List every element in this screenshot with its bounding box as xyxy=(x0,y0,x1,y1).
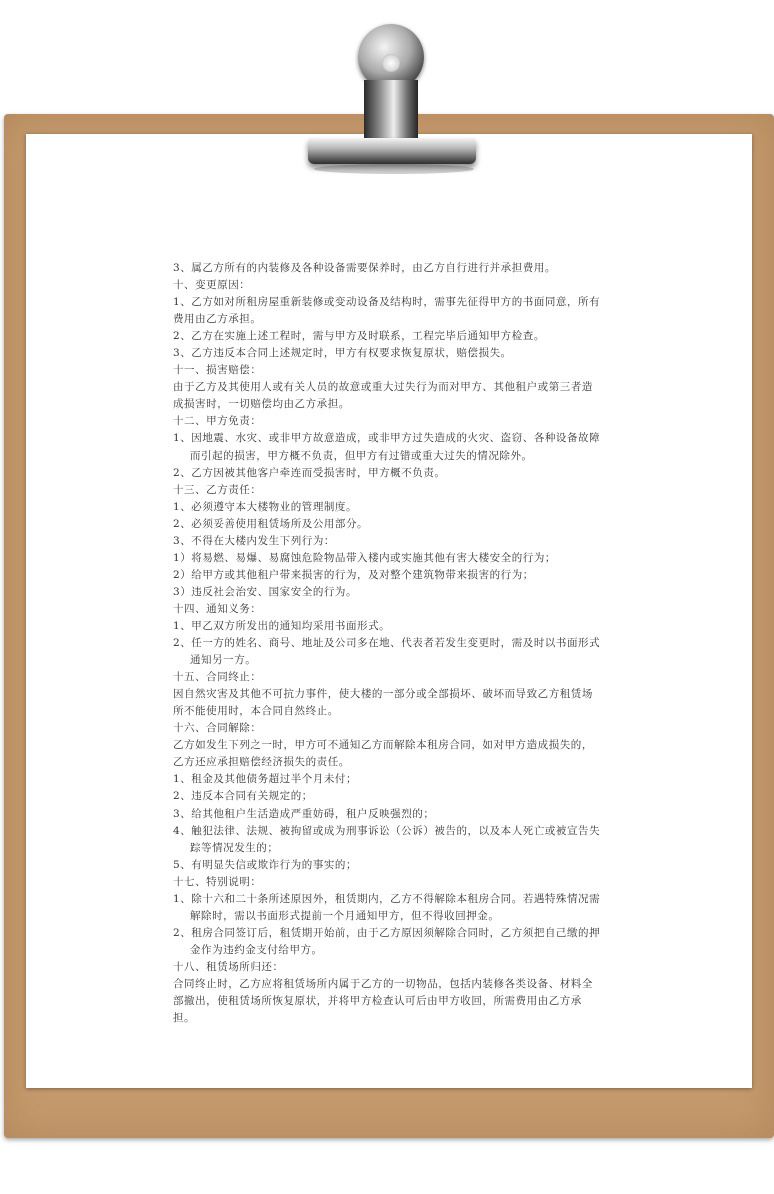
text-line: 1、必须遵守本大楼物业的管理制度。 xyxy=(173,500,358,513)
text-line: 十七、特别说明： xyxy=(173,875,262,888)
contract-text xyxy=(173,260,603,1027)
text-line: 4、触犯法律、法规、被拘留或成为刑事诉讼（公诉）被告的，以及本人死亡或被宣告失踪等情况发生的； xyxy=(173,824,601,854)
text-line: 3、不得在大楼内发生下列行为： xyxy=(173,534,335,547)
text-line: 2、租房合同签订后，租赁期开始前，由于乙方原因须解除合同时，乙方须把自己缴的押金作为违约金支付给甲方。 xyxy=(173,926,601,956)
text-line: 3、属乙方所有的内装修及各种设备需要保养时，由乙方自行进行并承担费用。 xyxy=(173,262,556,274)
clip-shadow xyxy=(314,164,474,174)
text-line: 十六、合同解除： xyxy=(173,722,262,735)
clip-hole xyxy=(382,54,400,72)
text-line: 十二、甲方免责： xyxy=(173,415,262,428)
binder-clip xyxy=(300,24,478,180)
text-line: 2）给甲方或其他租户带来损害的行为，及对整个建筑物带来损害的行为； xyxy=(173,568,534,581)
text-line: 十四、通知义务： xyxy=(173,602,262,615)
text-line: 2、乙方因被其他客户牵连而受损害时，甲方概不负责。 xyxy=(173,466,446,479)
text-line: 由于乙方及其使用人或有关人员的故意或重大过失行为而对甲方、其他租户或第三者造成损害时，一切赔偿均由乙方承担。 xyxy=(173,381,593,411)
text-line: 1、乙方如对所租房屋重新装修或变动设备及结构时，需事先征得甲方的书面同意，所有费用由乙方承担。 xyxy=(173,296,601,326)
text-line: 2、必须妥善使用租赁场所及公用部分。 xyxy=(173,517,369,530)
text-line: 十一、损害赔偿： xyxy=(173,364,262,377)
text-line: 1、因地震、水灾、或非甲方故意造成，或非甲方过失造成的火灾、盗窃、各种设备故障而引起的损害，甲方概不负责，但甲方有过错或重大过失的情况除外。 xyxy=(173,432,601,462)
text-line: 5、有明显失信或欺诈行为的事实的； xyxy=(173,858,358,871)
text-line: 十三、乙方责任： xyxy=(173,483,262,496)
text-line: 因自然灾害及其他不可抗力事件，使大楼的一部分或全部损坏、破坏而导致乙方租赁场所不能使用时，本合同自然终止。 xyxy=(173,688,593,718)
text-line: 十、变更原因： xyxy=(173,279,251,292)
text-line: 3、给其他租户生活造成严重妨碍，租户反映强烈的； xyxy=(173,807,435,820)
text-line: 2、乙方在实施上述工程时，需与甲方及时联系，工程完毕后通知甲方检查。 xyxy=(173,330,545,343)
text-line: 2、违反本合同有关规定的； xyxy=(173,790,313,803)
text-line: 十八、租赁场所归还： xyxy=(173,960,284,973)
text-line: 2、任一方的姓名、商号、地址及公司多在地、代表者若发生变更时，需及时以书面形式通知另一方。 xyxy=(173,637,601,667)
text-line: 1）将易燃、易爆、易腐蚀危险物品带入楼内或实施其他有害大楼安全的行为； xyxy=(173,551,556,564)
text-line: 3）违反社会治安、国家安全的行为。 xyxy=(173,585,358,598)
text-line: 十五、合同终止： xyxy=(173,671,262,684)
clip-plate xyxy=(308,138,476,164)
text-line: 合同终止时，乙方应将租赁场所内属于乙方的一切物品，包括内装修各类设备、材料全部撤出，使租赁场所恢复原状，并将甲方检查认可后由甲方收回，所需费用由乙方承担。 xyxy=(173,977,593,1025)
text-line: 1、租金及其他债务超过半个月未付； xyxy=(173,773,358,786)
clip-neck xyxy=(364,80,418,142)
text-line: 3、乙方违反本合同上述规定时，甲方有权要求恢复原状，赔偿损失。 xyxy=(173,347,512,360)
text-line: 乙方如发生下列之一时，甲方可不通知乙方而解除本租房合同，如对甲方造成损失的，乙方还应承担赔偿经济损失的责任。 xyxy=(173,739,593,769)
text-line: 1、甲乙双方所发出的通知均采用书面形式。 xyxy=(173,619,391,632)
text-line: 1、除十六和二十条所述原因外，租赁期内，乙方不得解除本租房合同。若遇特殊情况需解除时，需以书面形式提前一个月通知甲方，但不得收回押金。 xyxy=(173,892,601,922)
